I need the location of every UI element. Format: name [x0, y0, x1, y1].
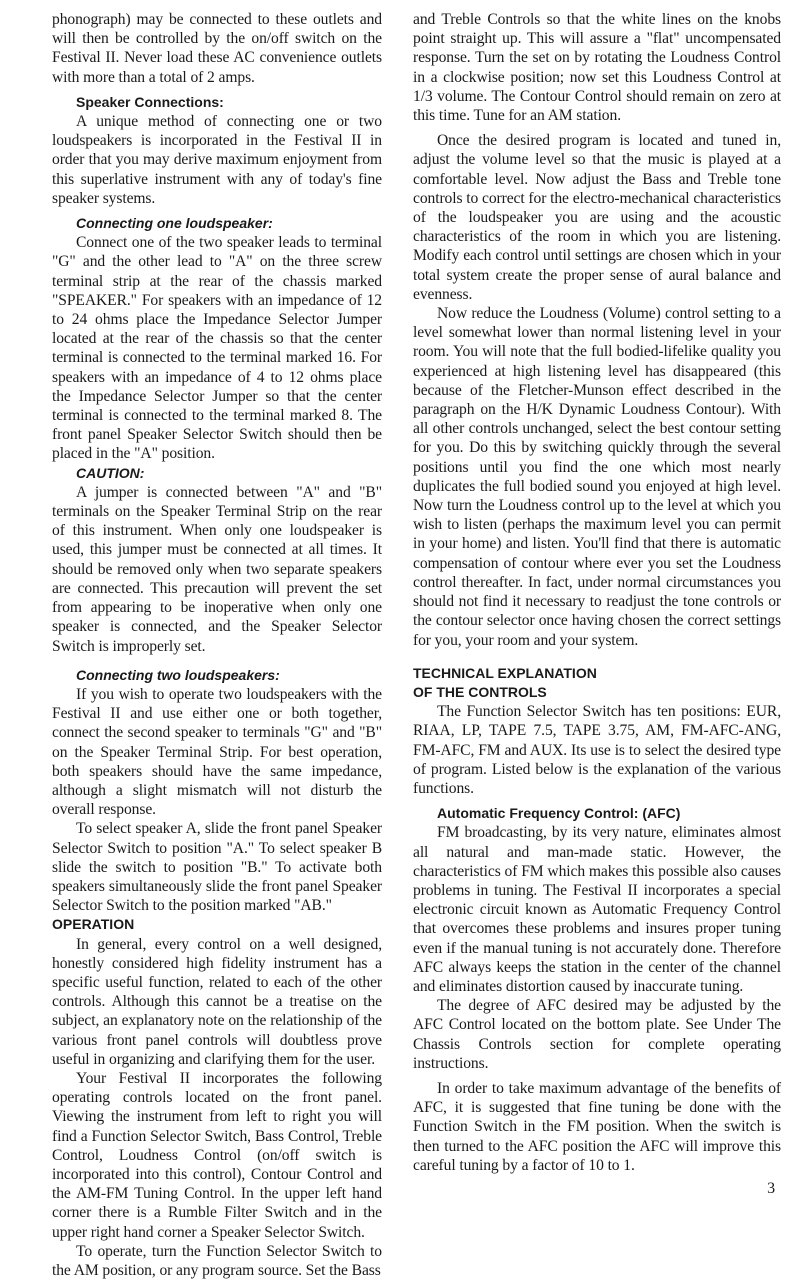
heading-of-the-controls: OF THE CONTROLS — [413, 683, 547, 700]
heading-connecting-two: Connecting two loudspeakers: — [76, 666, 280, 683]
paragraph: To operate, turn the Function Selector Switch to the AM position, or any program source. Set the Bass — [52, 1242, 382, 1279]
heading-caution: CAUTION: — [76, 464, 145, 481]
heading-connecting-one: Connecting one loudspeaker: — [76, 215, 273, 232]
paragraph: FM broadcasting, by its very nature, eliminates almost all natural and man-made static. However, the characteristics of FM which makes this possible also causes problems in tuning. The Festival II incorporates a special electronic circuit known as Automatic Frequency Control that overcomes these problems and insures proper tuning even if the manual tuning is not accurately done. Therefore AFC always keeps the station in the center of the channel and eliminates distortion caused by inaccurate tuning. — [413, 824, 781, 995]
heading-operation: OPERATION — [52, 916, 135, 933]
paragraph: The degree of AFC desired may be adjusted by the AFC Control located on the bottom plate. See Under The Chassis Controls section for complete operating instructions. — [413, 997, 781, 1072]
right-column — [413, 10, 781, 1199]
paragraph: A unique method of connecting one or two loudspeakers is incorporated in the Festival II in order that you may derive maximum enjoyment from this superlative instrument with any of today's fine speaker systems. — [52, 113, 382, 207]
paragraph: Connect one of the two speaker leads to terminal "G" and the other lead to "A" on the three screw terminal strip at the rear of the chassis marked "SPEAKER." For speakers with an impedance of 12 to 24 ohms place the Impedance Selector Jumper located at the rear of the chassis so that the center terminal is connected to the terminal marked 16. For speakers with an impedance of 4 to 12 ohms place the Impedance Selector Jumper so that the center terminal is connected to the terminal marked 8. The front panel Speaker Selector Switch should then be placed in the "A" position. — [52, 234, 382, 463]
paragraph: A jumper is connected between "A" and "B" terminals on the Speaker Terminal Strip on the rear of this instrument. When only one loudspeaker is used, this jumper must be connected at all times. It should be removed only when two separate speakers are connected. This precaution will prevent the set from appearing to be inoperative when only one speaker is connected, and the Speaker Selector Switch is improperly set. — [52, 483, 382, 655]
left-column — [52, 10, 382, 1280]
paragraph: The Function Selector Switch has ten positions: EUR, RIAA, LP, TAPE 7.5, TAPE 3.75, AM, FM-AFC-ANG, FM-AFC, FM and AUX. Its use is to select the desired type of program. Listed below is the explanation of the various functions. — [413, 703, 781, 797]
paragraph: Once the desired program is located and tuned in, adjust the volume level so that the music is played at a comfortable level. Now adjust the Bass and Treble tone controls to correct for the electro-mechanical characteristics of the loudspeaker you are using and the acoustic characteristics of the room in which you are listening. Modify each control until settings are chosen which in your total system create the proper sense of aural balance and evenness. — [413, 132, 781, 303]
heading-speaker-connections: Speaker Connections: — [76, 93, 224, 110]
paragraph: To select speaker A, slide the front panel Speaker Selector Switch to position "A." To select speaker B slide the switch to position "B." To activate both speakers simultaneously slide the front panel Speaker Selector Switch to the position marked "AB." — [52, 820, 382, 915]
paragraph: If you wish to operate two loudspeakers with the Festival II and use either one or both together, connect the second speaker to terminals "G" and "B" on the Speaker Terminal Strip. For best operation, both speakers should have the same impedance, although a slight mismatch will not disturb the overall response. — [52, 685, 382, 819]
page-number: 3 — [767, 1179, 775, 1197]
paragraph: Your Festival II incorporates the following operating controls located on the front panel. Viewing the instrument from left to right you will find a Function Selector Switch, Bass Control, Treble Control, Loudness Control (on/off switch is incorporated into this control), Contour Control and the AM-FM Tuning Control. In the upper left hand corner there is a Rumble Filter Switch and in the upper right hand corner a Speaker Selector Switch. — [52, 1069, 382, 1241]
paragraph: In general, every control on a well designed, honestly considered high fidelity instrument has a specific useful function, related to each of the other controls. Although this cannot be a treatise on the subject, an explanatory note on the relationship of the various front panel controls will doubtless prove useful in organizing and clarifying them for the user. — [52, 935, 382, 1068]
heading-afc: Automatic Frequency Control: (AFC) — [437, 805, 681, 822]
paragraph: phonograph) may be connected to these outlets and will then be controlled by the on/off switch on the Festival II. Never load these AC convenience outlets with more than a total of 2 amps. — [52, 11, 382, 86]
heading-technical-explanation: TECHNICAL EXPLANATION — [413, 664, 597, 681]
paragraph: In order to take maximum advantage of the benefits of AFC, it is suggested that fine tuning be done with the Function Switch in the FM position. When the switch is then turned to the AFC position the AFC will improve this careful tuning by a factor of 10 to 1. — [413, 1079, 781, 1174]
paragraph: and Treble Controls so that the white lines on the knobs point straight up. This will assure a "flat" uncompensated response. Turn the set on by rotating the Loudness Control in a clockwise position; now set this Loudness Control at 1/3 volume. The Contour Control should remain on zero at this time. Tune for an AM station. — [413, 11, 781, 125]
paragraph: Now reduce the Loudness (Volume) control setting to a level somewhat lower than normal listening level in your room. You will note that the full bodied-lifelike quality you experienced at high listening level has disappeared (this because of the Fletcher-Munson effect described in the paragraph on the H/K Dynamic Loudness Contour). With all other controls unchanged, select the best contour setting for you. Do this by switching quickly through the several positions until you find the one which most nearly duplicates the full bodied sound you enjoyed at high level. Now turn the Loudness control up to the level at which you wish to listen (perhaps the maximum level you can permit in your home) and listen. You'll find that there is automatic compensation of contour where ever you set the Loudness control thereafter. In fact, under normal circumstances you should not find it necessary to readjust the tone controls or the contour selector once having chosen the correct settings for you, your room and your system. — [413, 305, 781, 649]
